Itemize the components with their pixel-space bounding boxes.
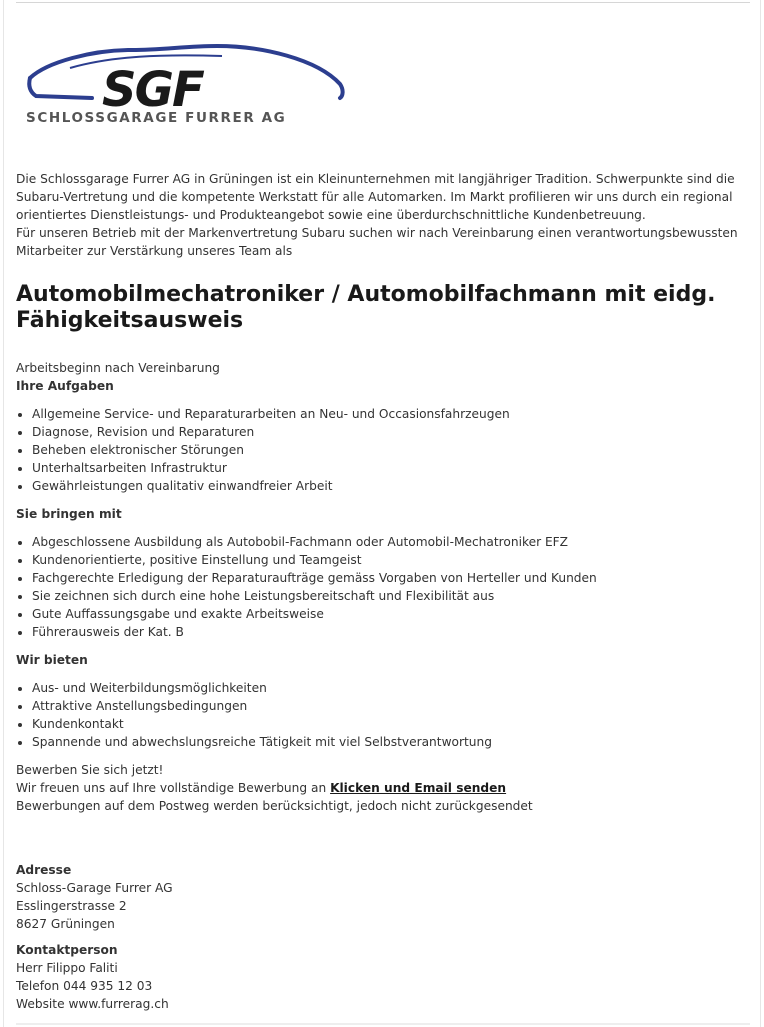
list-item: • Attraktive Anstellungsbedingungen xyxy=(32,697,746,715)
intro-paragraph: Die Schlossgarage Furrer AG in Grüningen ist ein Kleinunternehmen mit langjähriger Tradition. Schwerpunkte sind die Subaru-Vertretung und die kompetente Werkstatt für alle Automarken. Im Markt profilieren wir uns durch ein regional orientiertes Dienstleistungs- und Produkteangebot sowie eine überdurchschnittliche Kundenbetreuung. xyxy=(16,172,735,222)
offer-heading: Wir bieten xyxy=(16,653,88,667)
postal-note: Bewerbungen auf dem Postweg werden berücksichtigt, jedoch nicht zurückgesendet xyxy=(16,799,533,813)
list-item: • Diagnose, Revision und Reparaturen xyxy=(32,423,746,441)
list-item: • Gute Auffassungsgabe und exakte Arbeitsweise xyxy=(32,605,746,623)
frame-left-border xyxy=(3,0,4,1027)
list-item: • Aus- und Weiterbildungsmöglichkeiten xyxy=(32,679,746,697)
logo-wordmark: SCHLOSSGARAGE FURRER AG xyxy=(26,110,287,126)
tasks-heading: Ihre Aufgaben xyxy=(16,379,114,393)
tasks-list xyxy=(16,405,746,495)
list-item: • Kundenorientierte, positive Einstellung und Teamgeist xyxy=(32,551,746,569)
list-item: • Führerausweis der Kat. B xyxy=(32,623,746,641)
contact-heading: Kontaktperson xyxy=(16,943,118,957)
start-note: Arbeitsbeginn nach Vereinbarung xyxy=(16,361,220,375)
top-divider xyxy=(16,2,750,3)
car-front-line-icon xyxy=(29,78,92,98)
address-heading: Adresse xyxy=(16,863,72,877)
list-item: • Spannende und abwechslungsreiche Tätigkeit mit viel Selbstverantwortung xyxy=(32,733,746,751)
spacer xyxy=(16,815,746,861)
list-item: • Gewährleistungen qualitativ einwandfreier Arbeit xyxy=(32,477,746,495)
bottom-divider xyxy=(16,1023,750,1025)
apply-line-prefix: Wir freuen uns auf Ihre vollständige Bewerbung an xyxy=(16,781,331,795)
list-item: • Sie zeichnen sich durch eine hohe Leistungsbereitschaft und Flexibilität aus xyxy=(32,587,746,605)
contact-name: Herr Filippo Faliti xyxy=(16,961,118,975)
list-item: • Abgeschlossene Ausbildung als Autobobil-Fachmann oder Automobil-Mechatroniker EFZ xyxy=(32,533,746,551)
list-item: • Allgemeine Service- und Reparaturarbeiten an Neu- und Occasionsfahrzeugen xyxy=(32,405,746,423)
job-title: Automobilmechatroniker / Automobilfachmann mit eidg. Fähigkeitsausweis xyxy=(16,282,716,333)
contact-website: Website www.furrerag.ch xyxy=(16,997,169,1011)
logo-monogram: SGF xyxy=(102,62,203,118)
offer-list xyxy=(16,679,746,751)
list-item: • Beheben elektronischer Störungen xyxy=(32,441,746,459)
list-item: • Fachgerechte Erledigung der Reparaturaufträge gemäss Vorgaben von Herteller und Kunden xyxy=(32,569,746,587)
company-logo xyxy=(22,34,352,130)
address-company: Schloss-Garage Furrer AG xyxy=(16,881,173,895)
list-item: • Unterhaltsarbeiten Infrastruktur xyxy=(32,459,746,477)
requirements-heading: Sie bringen mit xyxy=(16,507,122,521)
contact-phone: Telefon 044 935 12 03 xyxy=(16,979,153,993)
address-street: Esslingerstrasse 2 xyxy=(16,899,127,913)
job-posting-content xyxy=(16,170,746,1013)
list-item: • Kundenkontakt xyxy=(32,715,746,733)
frame-right-border xyxy=(760,0,761,1027)
spacer xyxy=(16,933,746,941)
address-city: 8627 Grüningen xyxy=(16,917,115,931)
requirements-list xyxy=(16,533,746,641)
apply-callout: Bewerben Sie sich jetzt! xyxy=(16,763,164,777)
apply-email-link[interactable]: Klicken und Email senden xyxy=(330,781,507,795)
apply-line xyxy=(16,779,746,797)
intro-paragraph-2: Für unseren Betrieb mit der Markenvertretung Subaru suchen wir nach Vereinbarung einen verantwortungsbewussten Mitarbeiter zur Verstärkung unseres Team als xyxy=(16,226,738,258)
